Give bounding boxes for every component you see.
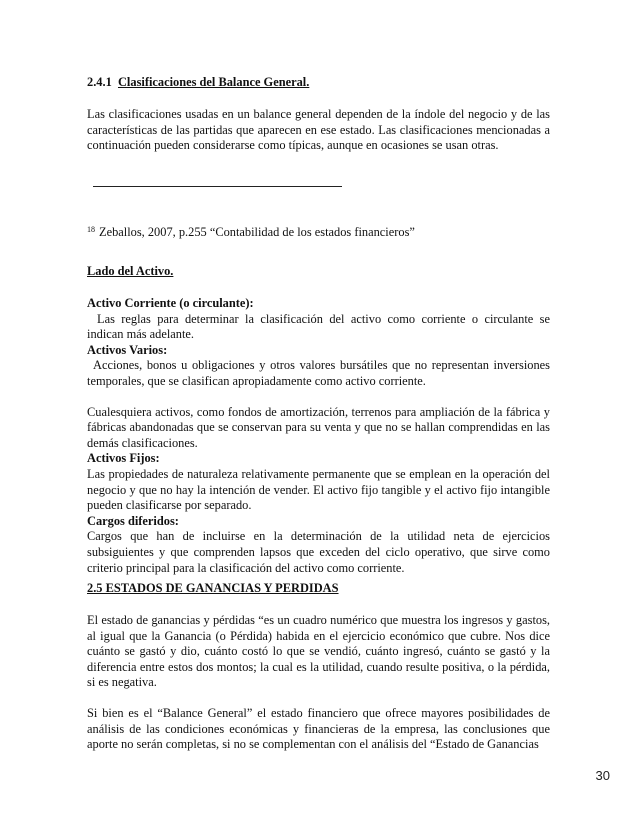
page-number: 30 (595, 768, 610, 783)
footnote (87, 225, 415, 240)
footnote-divider (93, 186, 342, 187)
ganancias-paragraph-1: El estado de ganancias y pérdidas “es un cuadro numérico que muestra los ingresos y gastos, al igual que la Ganancia (o Pérdida) habida en el ejercicio económico que cubre. Nos dice cuánto se gastó y dio, cuánto costó lo que se vendió, cuánto ingresó, cuánto se gastó y la diferencia entre estos dos montos; la cual es la utilidad, cuando resulte positiva, o la pérdida, si es negativa. (87, 613, 550, 690)
activo-heading: Lado del Activo. (87, 264, 174, 278)
section-heading-2-5 (87, 581, 550, 597)
heading-title: Clasificaciones del Balance General. (117, 75, 310, 89)
ganancias-paragraph-2: Si bien es el “Balance General” el estado financiero que ofrece mayores posibilidades de análisis de las condiciones económicas y financieras de la empresa, las conclusiones que aporte no serán completas, si no se complementan con el análisis del “Estado de Ganancias (87, 705, 550, 752)
footnote-marker: 18 (87, 225, 95, 234)
activos-fijos-text: Las propiedades de naturaleza relativamente permanente que se emplean en la operación del negocio y que no hay la intención de vender. El activo fijo tangible y el activo fijo intangible pueden clasificarse por separado. (87, 466, 550, 513)
activos-varios-title: Activos Varios: (87, 342, 168, 357)
activos-varios-text: Acciones, bonos u obligaciones y otros valores bursátiles que no representan inversiones temporales, que se clasifican apropiadamente como activo corriente. (87, 358, 550, 388)
cargos-diferidos-text: Cargos que han de incluirse en la determinación de la utilidad neta de ejercicios subsiguientes y que comprenden lapsos que exceden del ciclo operativo, que sirve como criterio principal para la clasificación del activo como corriente. (87, 529, 550, 575)
activos-fijos-title: Activos Fijos: (87, 451, 160, 466)
intro-paragraph (87, 107, 550, 154)
heading-number: 2.4.1 (87, 75, 112, 89)
cualesquiera-text: Cualesquiera activos, como fondos de amortización, terrenos para ampliación de la fábrica y fábricas abandonadas que se conservan para su venta y que no se hallan comprendidas en las demás clasificaciones. (87, 404, 550, 450)
section-heading-2-4-1 (87, 75, 550, 91)
footnote-text: Zeballos, 2007, p.255 “Contabilidad de los estados financieros” (99, 225, 415, 239)
section-2-5-body (87, 613, 550, 753)
activo-corriente-title: Activo Corriente (o circulante): (87, 296, 254, 310)
activo-section (87, 296, 550, 576)
intro-text: Las clasificaciones usadas en un balance general dependen de la índole del negocio y de las características de las partidas que aparecen en ese estado. Las clasificaciones mencionadas a continuación pueden considerarse como típicas, aunque en ocasiones se usan otras. (87, 107, 550, 153)
cargos-diferidos-title: Cargos diferidos: (87, 513, 179, 528)
activo-corriente-text: Las reglas para determinar la clasificación del activo como corriente o circulante se indican más adelante. (87, 311, 550, 342)
heading-2-5-text: 2.5 ESTADOS DE GANANCIAS Y PERDIDAS (87, 581, 339, 595)
